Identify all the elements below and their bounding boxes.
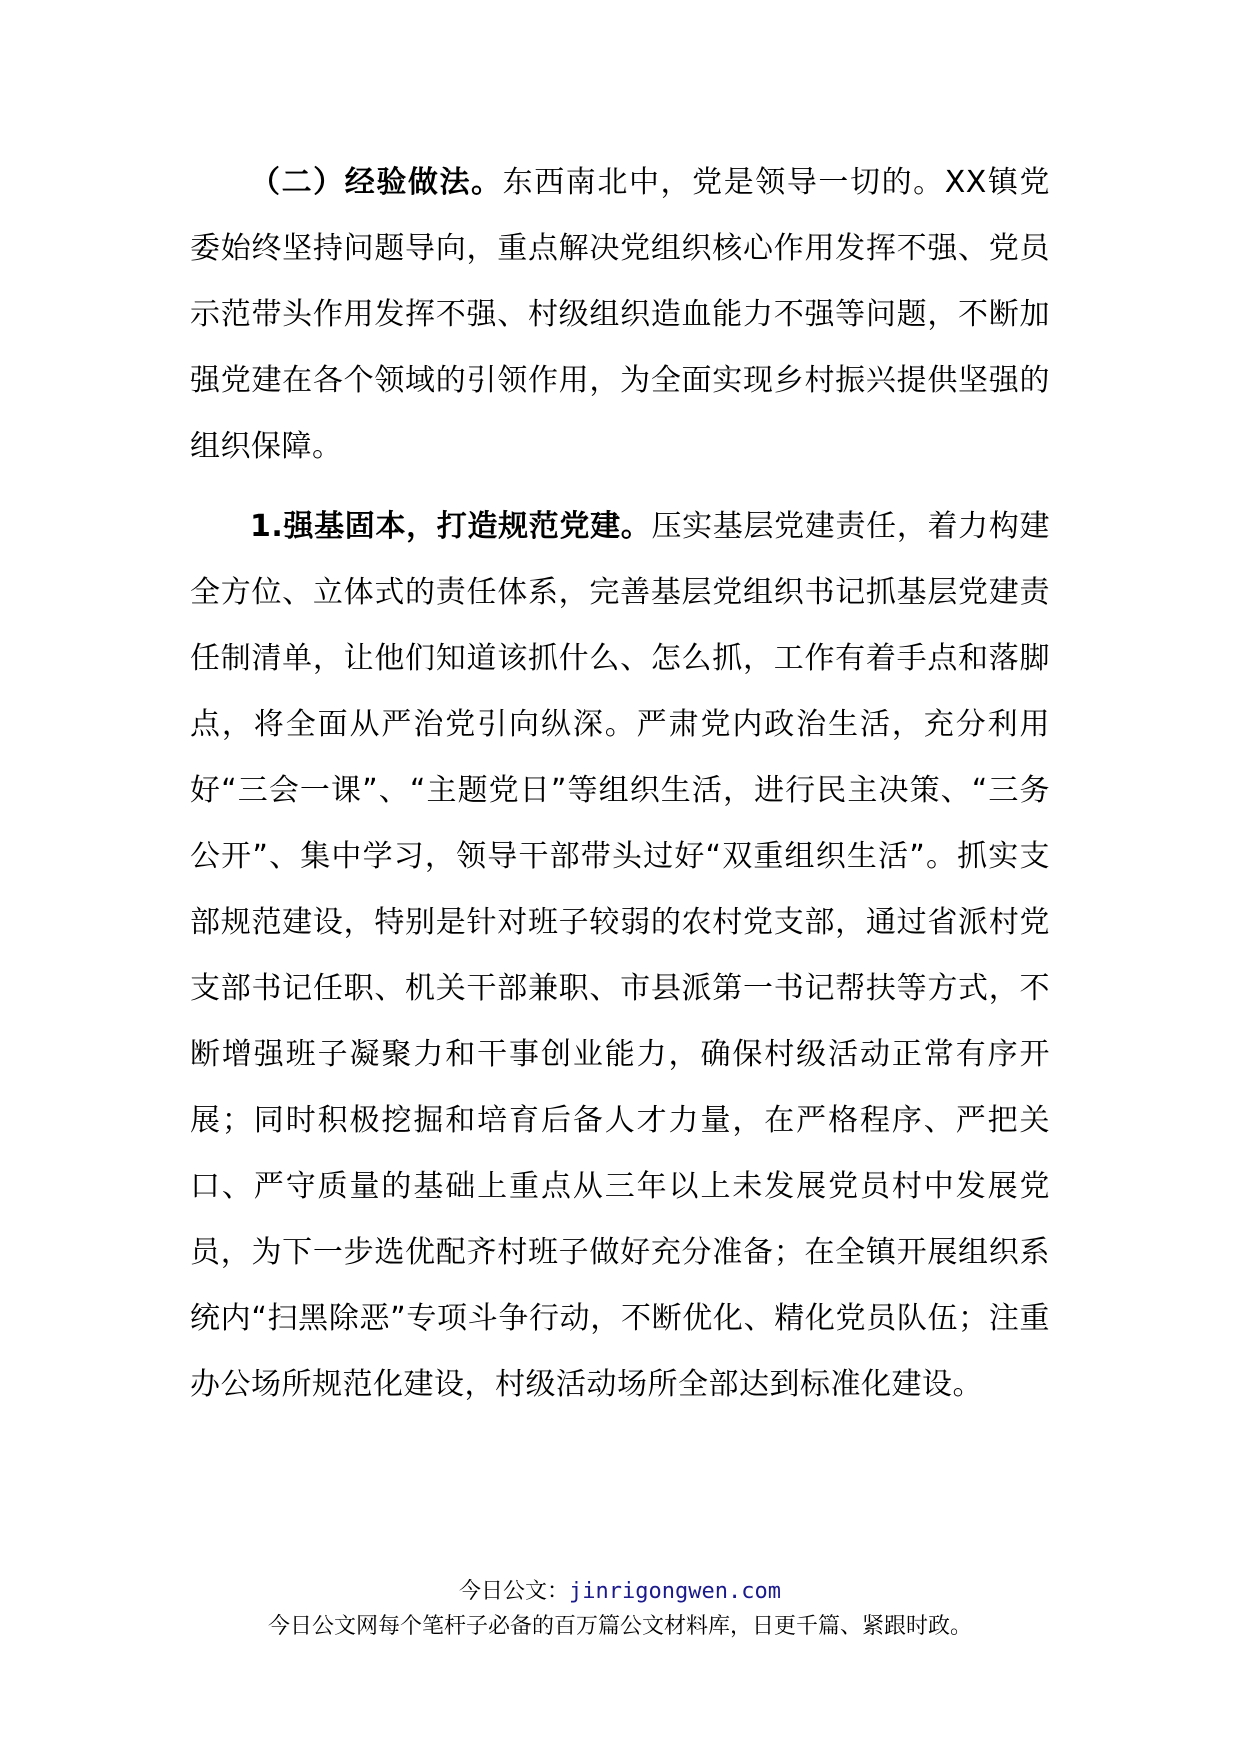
paragraph-text: 压实基层党建责任，着力构建全方位、立体式的责任体系，完善基层党组织书记抓基层党建责任制清单，让他们知道该抓什么、怎么抓，工作有着手点和落脚点，将全面从严治党引向纵深。严肃党内政治生活，充分利用好“三会一课”、“主题党日”等组织生活，进行民主决策、“三务公开”、集中学习，领导干部带头过好“双重组织生活”。抓实支部规范建设，特别是针对班子较弱的农村党支部，通过省派村党支部书记任职、机关干部兼职、市县派第一书记帮扶等方式，不断增强班子凝聚力和干事创业能力，确保村级活动正常有序开展；同时积极挖掘和培育后备人才力量，在严格程序、严把关口、严守质量的基础上重点从三年以上未发展党员村中发展党员，为下一步选优配齐村班子做好充分准备；在全镇开展组织系统内“扫黑除恶”专项斗争行动，不断优化、精化党员队伍；注重办公场所规范化建设，村级活动场所全部达到标准化建设。 [190, 509, 1050, 1402]
paragraph-strengthen-foundation [190, 494, 1050, 1418]
document-body [190, 150, 1050, 1418]
footer-site-label: 今日公文： [459, 1579, 570, 1604]
paragraph-text: 东西南北中，党是领导一切的。XX镇党委始终坚持问题导向，重点解决党组织核心作用发挥不强、党员示范带头作用发挥不强、村级组织造血能力不强等问题，不断加强党建在各个领域的引领作用，为全面实现乡村振兴提供坚强的组织保障。 [190, 165, 1051, 464]
footer-site-url[interactable]: jinrigongwen.com [569, 1579, 781, 1604]
paragraph-heading: （二）经验做法。 [250, 165, 503, 200]
paragraph-heading: 1.强基固本，打造规范党建。 [250, 509, 652, 544]
footer-tagline: 今日公文网每个笔杆子必备的百万篇公文材料库，日更千篇、紧跟时政。 [267, 1614, 972, 1639]
footer-source [0, 1577, 1240, 1607]
paragraph-experience-practices [190, 150, 1050, 480]
